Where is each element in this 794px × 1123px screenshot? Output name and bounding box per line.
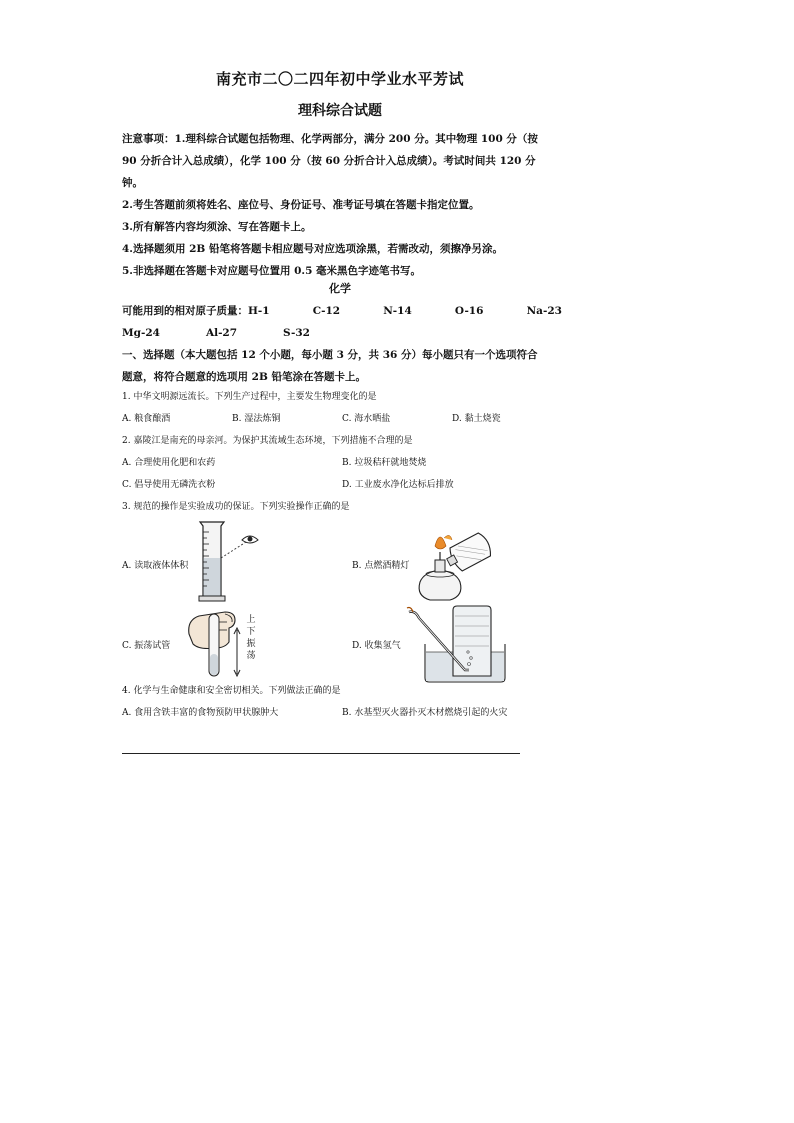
masses-prefix: 可能用到的相对原子质量：H-1	[122, 305, 270, 317]
question-stem: 4. 化学与生命健康和安全密切相关。下列做法正确的是	[122, 686, 341, 696]
option-a[interactable]: A. 合理使用化肥和农药	[122, 458, 216, 468]
option-a[interactable]: A. 食用含铁丰富的食物预防甲状腺肿大	[122, 708, 279, 718]
option-b[interactable]: B. 点燃酒精灯	[352, 561, 410, 571]
note-line: 钟。	[122, 177, 143, 189]
question-stem: 1. 中华文明源远流长。下列生产过程中，主要发生物理变化的是	[122, 392, 377, 402]
eye-icon	[242, 536, 258, 543]
option-c[interactable]: C. 海水晒盐	[342, 414, 391, 424]
question-options	[122, 706, 562, 720]
shake-char: 荡	[246, 651, 256, 661]
note-line: 2.考生答题前须将姓名、座位号、身份证号、准考证号填在答题卡指定位置。	[122, 199, 480, 211]
page-title: 南充市二〇二四年初中学业水平芳试	[215, 70, 464, 88]
shaking-test-tube-figure	[185, 604, 280, 682]
question-4	[122, 684, 562, 720]
option-a[interactable]: A. 粮食酿酒	[122, 414, 171, 424]
question-1	[122, 390, 562, 426]
mass-item: S-32	[283, 327, 310, 339]
shake-char: 上	[246, 615, 256, 625]
section-divider	[122, 753, 520, 754]
part1-instructions	[122, 344, 562, 388]
question-stem: 2. 嘉陵江是南充的母亲河。为保护其流域生态环境，下列措施不合理的是	[122, 436, 413, 446]
mass-item: N-14	[383, 305, 412, 317]
option-c[interactable]: C. 振荡试管	[122, 641, 171, 651]
option-b[interactable]: B. 垃圾秸秆就地焚烧	[342, 458, 427, 468]
shake-char: 下	[246, 627, 256, 637]
part1-line: 一、选择题（本大题包括 12 个小题，每小题 3 分，共 36 分）每小题只有一个选项符合	[122, 349, 538, 361]
note-line: 5.非选择题在答题卡对应题号位置用 0.5 毫米黑色字迹笔书写。	[122, 265, 422, 277]
mass-item: Mg-24	[122, 327, 160, 339]
option-d[interactable]: D. 收集氢气	[352, 641, 401, 651]
option-a[interactable]: A. 读取液体体积	[122, 561, 189, 571]
masses-row	[122, 322, 562, 344]
note-line: 3.所有解答内容均须涂、写在答题卡上。	[122, 221, 312, 233]
gas-collection-figure	[405, 604, 515, 684]
note-line: 4.选择题须用 2B 铅笔将答题卡相应题号对应选项涂黑，若需改动，须擦净另涂。	[122, 243, 503, 255]
part1-line: 题意，将符合题意的选项用 2B 铅笔涂在答题卡上。	[122, 371, 366, 383]
question-options	[122, 478, 562, 492]
masses-row	[122, 300, 562, 322]
question-stem: 3. 规范的操作是实验成功的保证。下列实验操作正确的是	[122, 502, 350, 512]
option-d[interactable]: D. 工业废水净化达标后排放	[342, 480, 454, 490]
graduated-cylinder-figure	[190, 518, 270, 606]
alcohol-lamp-figure	[410, 522, 500, 604]
page-subtitle: 理科综合试题	[298, 103, 382, 119]
atomic-masses	[122, 300, 562, 344]
question-2	[122, 434, 562, 492]
question-3	[122, 500, 562, 514]
section-heading-chemistry: 化学	[329, 282, 351, 295]
question-options	[122, 456, 562, 470]
mass-item: Al-27	[205, 327, 238, 339]
option-d[interactable]: D. 黏土烧瓷	[452, 414, 501, 424]
mass-item: Na-23	[526, 305, 562, 317]
shake-direction-label	[245, 614, 257, 662]
question-options	[122, 412, 562, 426]
option-b[interactable]: B. 湿法炼铜	[232, 414, 281, 424]
option-b[interactable]: B. 水基型灭火器扑灭木材燃烧引起的火灾	[342, 708, 508, 718]
note-line: 90 分折合计入总成绩），化学 100 分（按 60 分折合计入总成绩）。考试时间共 120 分	[122, 155, 536, 167]
exam-notes	[122, 128, 562, 282]
shake-char: 振	[246, 639, 256, 649]
note-line: 注意事项：1.理科综合试题包括物理、化学两部分，满分 200 分。其中物理 100 分（按	[122, 133, 538, 145]
mass-item: C-12	[312, 305, 341, 317]
option-c[interactable]: C. 倡导使用无磷洗衣粉	[122, 480, 216, 490]
mass-item: O-16	[454, 305, 484, 317]
